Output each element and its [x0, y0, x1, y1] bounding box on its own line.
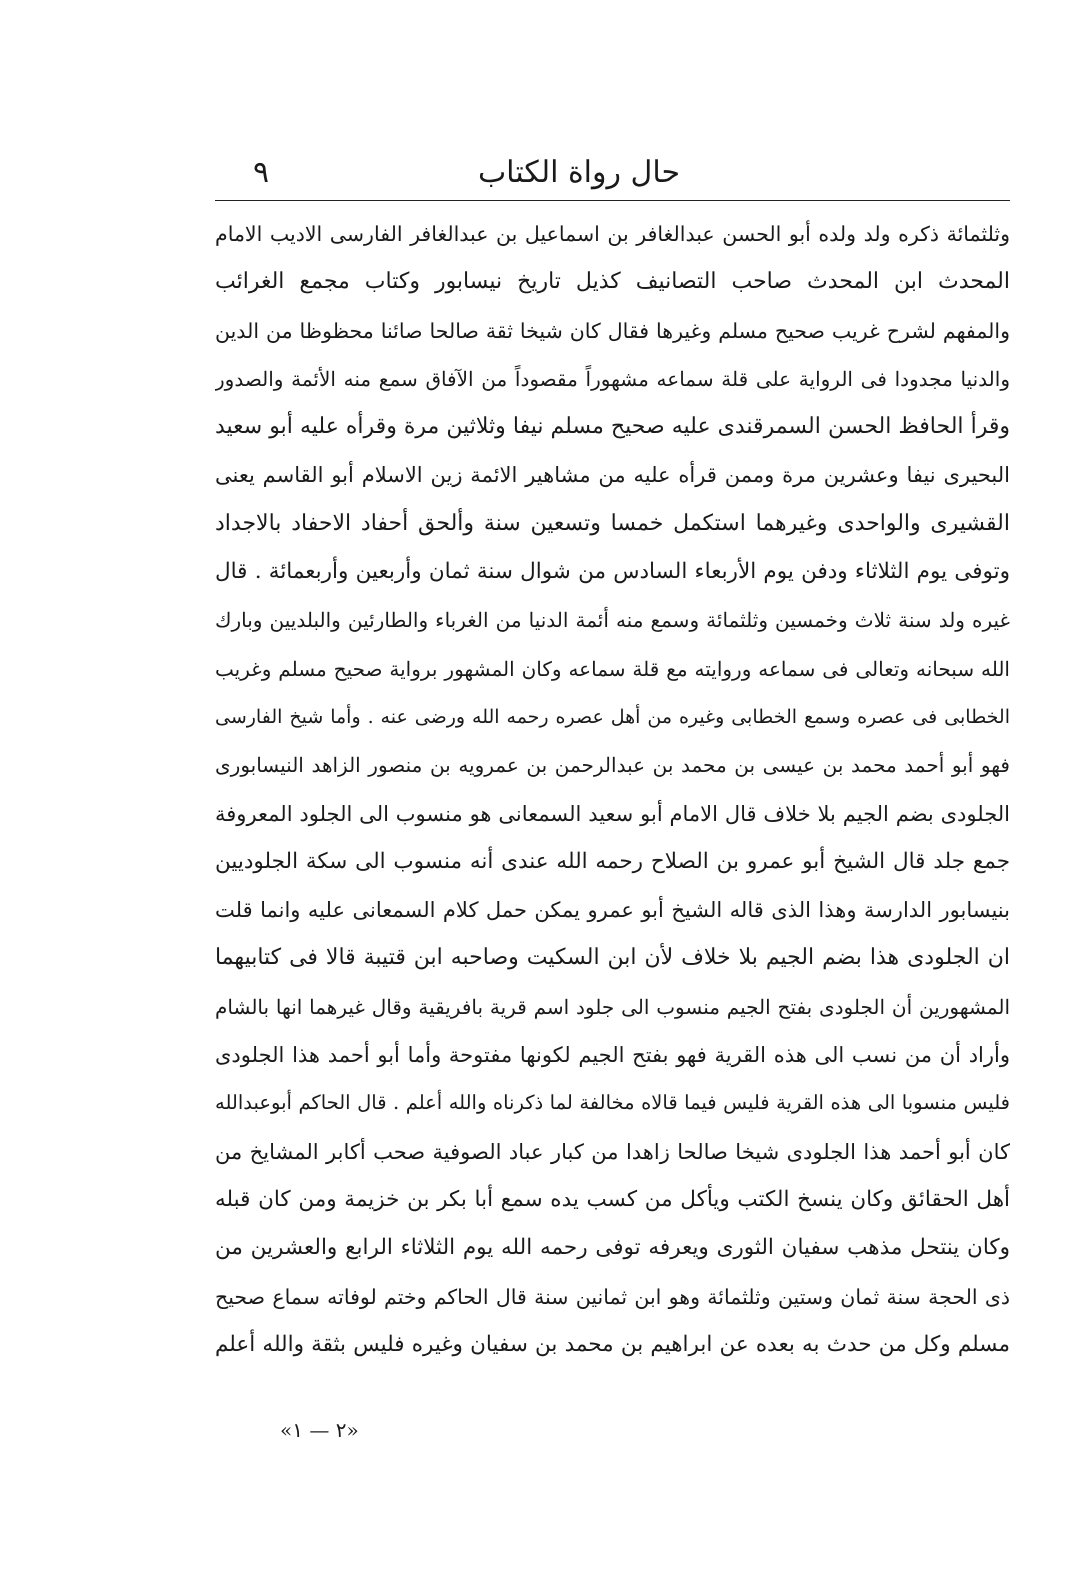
- text-line: البحيرى نيفا وعشرين مرة وممن قرأه عليه من مشاهير الائمة زين الاسلام أبو القاسم يعنى: [215, 463, 1010, 488]
- running-title: حال رواة الكتاب: [477, 155, 680, 190]
- text-line: القشيرى والواحدى وغيرهما استكمل خمسا وتسعين سنة وألحق أحفاد الاحفاد بالاجداد: [215, 510, 1010, 536]
- text-line: مسلم وكل من حدث به بعده عن ابراهيم بن محمد بن سفيان وغيره فليس بثقة والله أعلم: [215, 1331, 1010, 1357]
- text-line: وقرأ الحافظ الحسن السمرقندى عليه صحيح مسلم نيفا وثلاثين مرة وقرأه عليه أبو سعيد: [215, 414, 1010, 440]
- text-line: فليس منسوبا الى هذه القرية فليس فيما قالاه مخالفة لما ذكرناه والله أعلم . قال الحاكم أبوعبدالله: [215, 1091, 1010, 1115]
- text-line: وكان ينتحل مذهب سفيان الثورى ويعرفه توفى رحمه الله يوم الثلاثاء الرابع والعشرين من: [215, 1235, 1010, 1261]
- header-rule: [215, 200, 1010, 201]
- text-line: وثلثمائة ذكره ولد ولده أبو الحسن عبدالغافر بن اسماعيل بن عبدالغافر الفارسى الاديب الامام: [215, 222, 1010, 246]
- text-line: المشهورين أن الجلودى بفتح الجيم منسوب الى جلود اسم قرية بافريقية وقال غيرهما انها بالشام: [215, 994, 1010, 1019]
- text-line: جمع جلد قال الشيخ أبو عمرو بن الصلاح رحمه الله عندى أنه منسوب الى سكة الجلوديين: [215, 848, 1010, 874]
- text-line: المحدث ابن المحدث صاحب التصانيف كذيل تاريخ نيسابور وكتاب مجمع الغرائب: [215, 269, 1010, 295]
- text-line: الله سبحانه وتعالى فى سماعه وروايته مع قلة سماعه وكان المشهور برواية صحيح مسلم وغريب: [215, 656, 1010, 681]
- text-line: الخطابى فى عصره وسمع الخطابى وغيره من أهل عصره رحمه الله ورضى عنه . وأما شيخ الفارسى: [215, 705, 1010, 728]
- text-line: كان أبو أحمد هذا الجلودى شيخا صالحا زاهدا من كبار عباد الصوفية صحب أكابر المشايخ من: [215, 1139, 1010, 1164]
- text-line: وتوفى يوم الثلاثاء ودفن يوم الأربعاء السادس من شوال سنة ثمان وأربعين وأربعمائة . قال: [215, 559, 1010, 585]
- text-line: أهل الحقائق وكان ينسخ الكتب ويأكل من كسب يده سمع أبا بكر بن خزيمة ومن كان قبله: [215, 1186, 1010, 1212]
- page-number: ٩: [253, 155, 270, 190]
- text-line: فهو أبو أحمد محمد بن عيسى بن محمد بن عبدالرحمن بن عمرويه بن منصور الزاهد النيسابورى: [215, 753, 1010, 778]
- text-line: والدنيا مجدودا فى الرواية على قلة سماعه مشهوراً مقصوداً من الآفاق سمع منه الأئمة والصدور: [215, 366, 1010, 391]
- text-line: الجلودى بضم الجيم بلا خلاف قال الامام أبو سعيد السمعانى هو منسوب الى الجلود المعروفة: [215, 801, 1010, 826]
- text-line: وأراد أن من نسب الى هذه القرية فهو بفتح الجيم لكونها مفتوحة وأما أبو أحمد هذا الجلودى: [215, 1043, 1010, 1068]
- text-line: بنيسابور الدارسة وهذا الذى قاله الشيخ أبو عمرو يمكن حمل كلام السمعانى عليه وانما قلت: [215, 898, 1010, 923]
- signature-mark: «٢ — ١»: [280, 1418, 359, 1442]
- body-text: [215, 210, 1010, 1369]
- text-line: ان الجلودى هذا بضم الجيم بلا خلاف لأن ابن السكيت وصاحبه ابن قتيبة قالا فى كتابيهما: [215, 945, 1010, 971]
- running-header: [215, 148, 1010, 198]
- text-line: ذى الحجة سنة ثمان وستين وثلثمائة وهو ابن ثمانين سنة قال الحاكم وختم لوفاته سماع صحيح: [215, 1284, 1010, 1309]
- text-line: والمفهم لشرح غريب صحيح مسلم وغيرها فقال كان شيخا ثقة صالحا صائنا محظوظا من الدين: [215, 318, 1010, 343]
- text-line: غيره ولد سنة ثلاث وخمسين وثلثمائة وسمع منه أئمة الدنيا من الغرباء والطارئين والبلديين وبارك: [215, 608, 1010, 633]
